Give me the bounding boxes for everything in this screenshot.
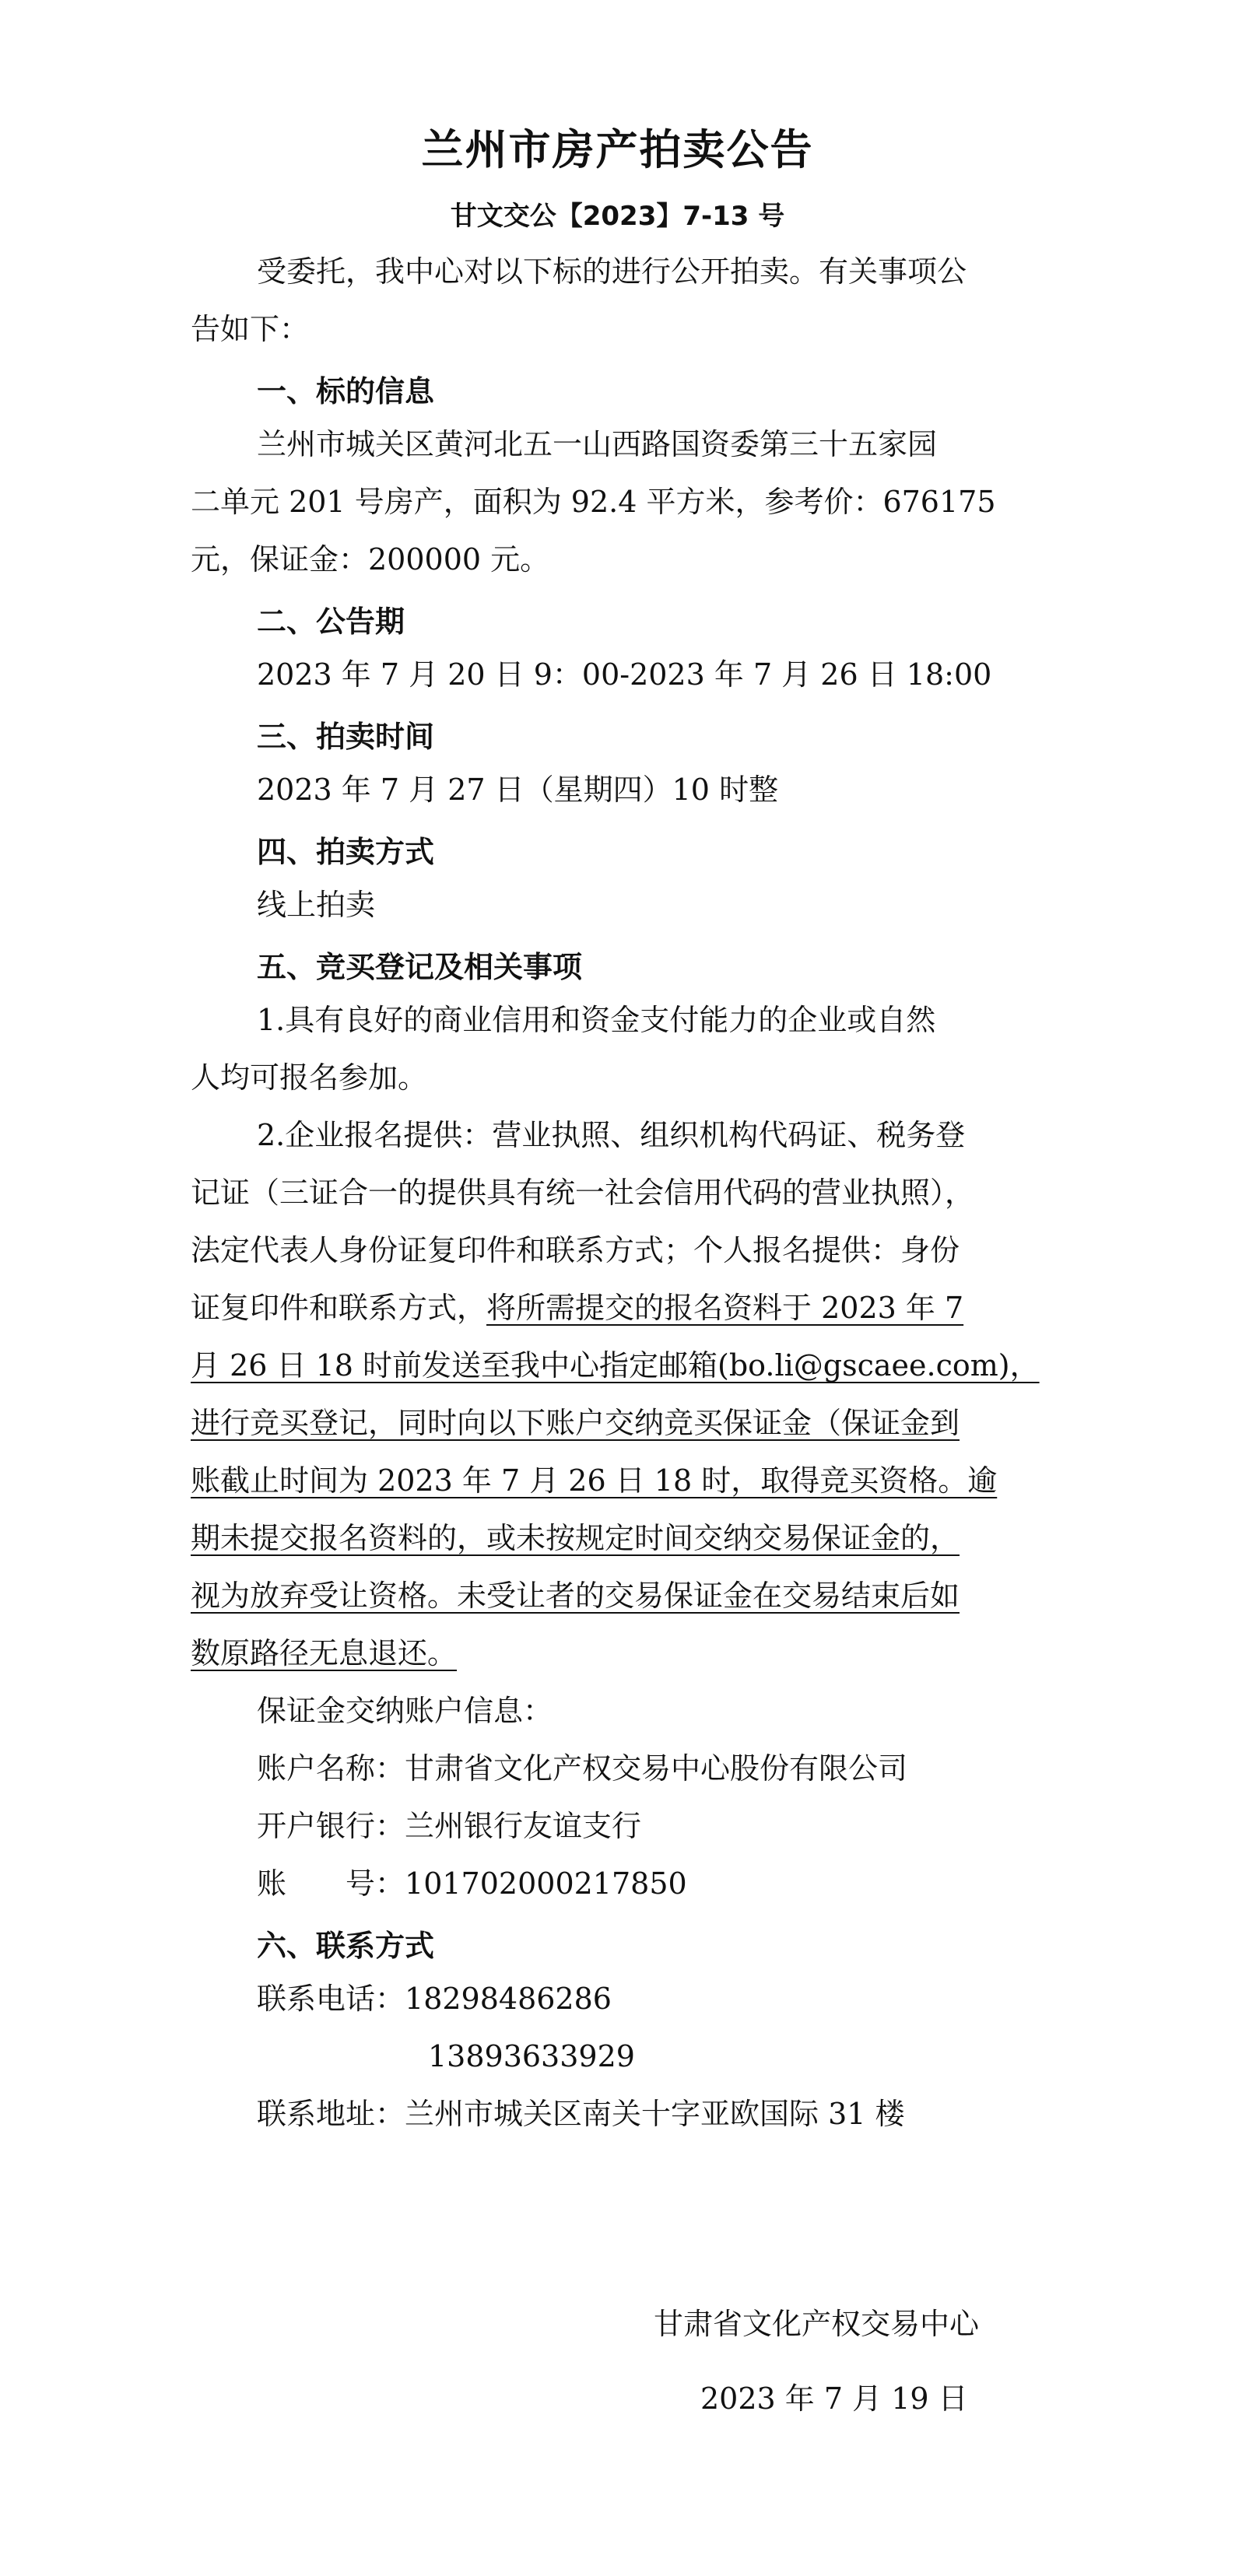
- account-number-label-a: 账: [257, 1866, 287, 1901]
- section-5-item-2-line-4-plain: 证复印件和联系方式，: [191, 1291, 487, 1325]
- phone-number-2: 13893633929: [428, 2039, 635, 2073]
- underlined-requirement-line-1: 月 26 日 18 时前发送至我中心指定邮箱(bo.li@gscaee.com)，: [191, 1348, 1040, 1383]
- section-4-heading: 四、拍卖方式: [257, 835, 435, 869]
- section-1-line-3: 元，保证金：200000 元。: [191, 542, 550, 577]
- bank-name: 开户银行：兰州银行友谊支行: [257, 1809, 642, 1843]
- contact-address: 联系地址：兰州市城关区南关十字亚欧国际 31 楼: [257, 2097, 905, 2131]
- intro-line-2: 告如下：: [191, 312, 310, 346]
- underlined-requirement-line-5: 视为放弃受让资格。未受让者的交易保证金在交易结束后如: [191, 1579, 960, 1613]
- section-3-text: 2023 年 7 月 27 日（星期四）10 时整: [257, 773, 779, 807]
- account-number-label-b: 号：: [346, 1866, 405, 1901]
- section-5-item-1-line-2: 人均可报名参加。: [191, 1060, 428, 1095]
- document-title: 兰州市房产拍卖公告: [421, 125, 814, 174]
- underlined-requirement-start: 将所需提交的报名资料于 2023 年 7: [486, 1291, 964, 1325]
- underlined-requirement-line-6: 数原路径无息退还。: [191, 1636, 458, 1670]
- section-6-heading: 六、联系方式: [257, 1929, 435, 1963]
- phone-number-1: 18298486286: [405, 1982, 612, 2016]
- section-5-item-1-line-1: 1.具有良好的商业信用和资金支付能力的企业或自然: [257, 1003, 936, 1037]
- phone-row-1: [257, 1979, 612, 2018]
- section-2-text: 2023 年 7 月 20 日 9：00-2023 年 7 月 26 日 18:00: [257, 657, 992, 692]
- section-5-heading: 五、竞买登记及相关事项: [257, 950, 583, 984]
- section-1-line-1: 兰州市城关区黄河北五一山西路国资委第三十五家园: [257, 427, 938, 461]
- intro-line-1: 受委托，我中心对以下标的进行公开拍卖。有关事项公: [257, 254, 967, 289]
- phone-label: 联系电话：: [257, 1982, 405, 2016]
- section-5-item-2-line-1: 2.企业报名提供：营业执照、组织机构代码证、税务登: [257, 1118, 966, 1152]
- underlined-requirement-line-3: 账截止时间为 2023 年 7 月 26 日 18 时，取得竞买资格。逾: [191, 1463, 998, 1498]
- section-5-item-2-line-2: 记证（三证合一的提供具有统一社会信用代码的营业执照），: [191, 1176, 975, 1210]
- account-number-row: [257, 1864, 687, 1903]
- section-2-heading: 二、公告期: [257, 605, 405, 639]
- account-info-intro: 保证金交纳账户信息：: [257, 1694, 553, 1728]
- section-5-item-2-line-3: 法定代表人身份证复印件和联系方式；个人报名提供：身份: [191, 1233, 960, 1267]
- section-5-item-2-line-4: [191, 1288, 963, 1327]
- section-1-line-2: 二单元 201 号房产，面积为 92.4 平方米，参考价：676175: [191, 485, 996, 519]
- section-4-text: 线上拍卖: [257, 888, 376, 922]
- document-number: 甘文交公【2023】7-13 号: [450, 201, 785, 232]
- section-1-heading: 一、标的信息: [257, 374, 435, 408]
- underlined-requirement-line-2: 进行竞买登记，同时向以下账户交纳竞买保证金（保证金到: [191, 1406, 960, 1440]
- account-number: 101702000217850: [405, 1866, 687, 1901]
- underlined-requirement-line-4: 期未提交报名资料的，或未按规定时间交纳交易保证金的，: [191, 1521, 960, 1555]
- signature-date: 2023 年 7 月 19 日: [700, 2381, 968, 2416]
- section-3-heading: 三、拍卖时间: [257, 720, 435, 754]
- account-name: 账户名称：甘肃省文化产权交易中心股份有限公司: [257, 1751, 908, 1786]
- signature-organization: 甘肃省文化产权交易中心: [654, 2307, 980, 2341]
